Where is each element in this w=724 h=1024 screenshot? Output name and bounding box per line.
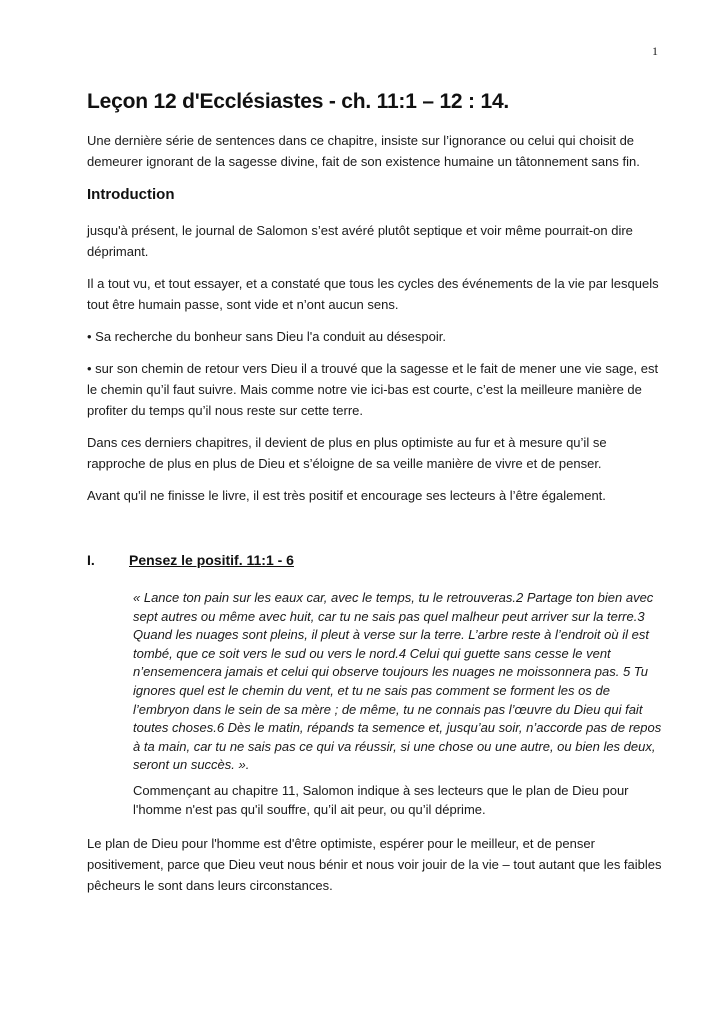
closing-paragraph: Le plan de Dieu pour l'homme est d'être optimiste, espérer pour le meilleur, et de penser positivement, parce que Dieu veut nous bénir et nous voir jouir de la vie – tout autant que les faibles pêcheurs le sont dans leurs circonstances.	[87, 836, 662, 893]
intro-paragraph: Une dernière série de sentences dans ce chapitre, insiste sur l’ignorance ou celui qui choisit de demeurer ignorant de la sagesse divine, fait de son existence humaine un tâtonnement sans fin.	[87, 133, 640, 169]
bullet-wisdom: • sur son chemin de retour vers Dieu il a trouvé que la sagesse et le fait de mener une vie sage, est le chemin qu’il faut suivre. Mais comme notre vie ici-bas est courte, c’est la meilleure manière de profiter du temps qu’il nous reste sur cette terre.	[87, 361, 659, 418]
section-heading	[87, 552, 294, 568]
scripture-quote: « Lance ton pain sur les eaux car, avec le temps, tu le retrouveras.2 Partage ton bien avec sept autres ou même avec huit, car tu ne sais pas quel malheur peut arriver sur la terre.3 Quand les nuages sont pleins, il pleut à verse sur la terre. L’arbre reste à l’endroit où il est tombé, que ce soit vers le sud ou vers le nord.4 Celui qui guette sans cesse le vent n’ensemencera jamais et celui qui observe toujours les nuages ne moissonnera pas. 5 Tu ignores quel est le chemin du vent, et tu ne sais pas comment se forment les os de l’embryon dans le sein de sa mère ; de même, tu ne connais pas l’œuvre du Dieu qui fait toutes choses.6 Dès le matin, répands ta semence et, jusqu’au soir, n’accorde pas de repos à ta main, car tu ne sais pas ce qui va réussir, si une chose ou une autre, ou bien les deux, seront un succès. ».	[133, 590, 662, 773]
introduction-heading: Introduction	[87, 186, 175, 203]
lesson-title: Leçon 12 d'Ecclésiastes - ch. 11:1 – 12 : 14.	[87, 90, 510, 113]
paragraph-positive: Avant qu'il ne finisse le livre, il est très positif et encourage ses lecteurs à l’être également.	[87, 488, 606, 503]
section-title: Pensez le positif. 11:1 - 6	[129, 552, 294, 568]
indented-paragraph: Commençant au chapitre 11, Salomon indique à ses lecteurs que le plan de Dieu pour l'homme n'est pas qu'il souffre, qu’il ait peur, ou qu’il déprime.	[133, 783, 629, 817]
section-number: I.	[87, 552, 95, 568]
bullet-happiness: • Sa recherche du bonheur sans Dieu l'a conduit au désespoir.	[87, 329, 446, 344]
paragraph-journal: jusqu'à présent, le journal de Salomon s’est avéré plutôt septique et voir même pourrait-on dire déprimant.	[87, 223, 633, 259]
paragraph-optimistic: Dans ces derniers chapitres, il devient de plus en plus optimiste au fur et à mesure qu’il se rapproche de plus en plus de Dieu et s’éloigne de sa veille manière de vivre et de penser.	[87, 435, 607, 471]
paragraph-cycles: Il a tout vu, et tout essayer, et a constaté que tous les cycles des événements de la vie par lesquels tout être humain passe, sont vide et n’ont aucun sens.	[87, 276, 659, 312]
page-number: 1	[652, 44, 658, 58]
